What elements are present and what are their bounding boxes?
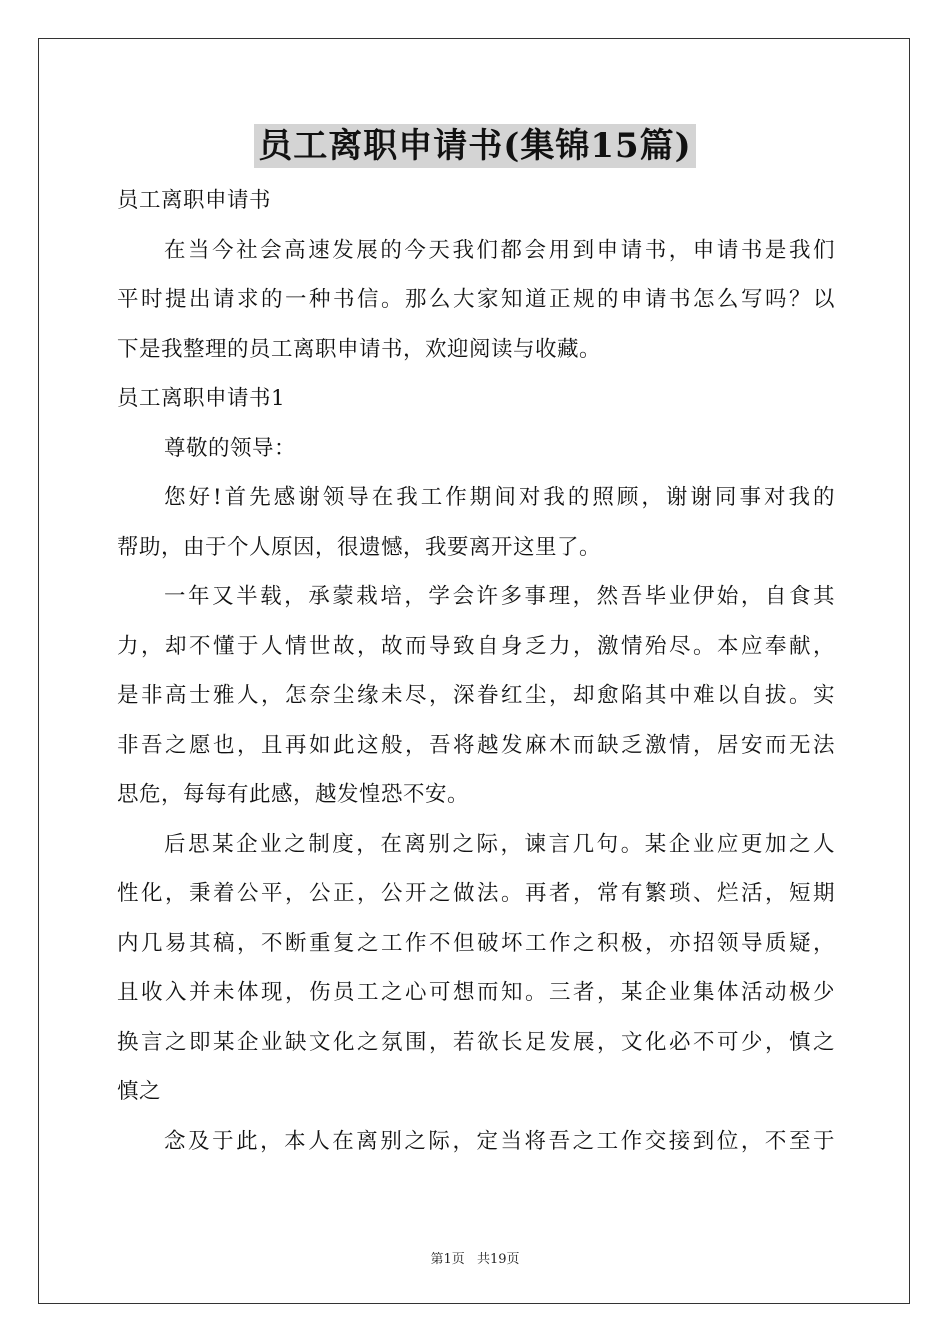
text-line: 且收入并未体现，伤员工之心可想而知。三者，某企业集体活动极少 — [117, 980, 835, 1005]
document-title: 员工离职申请书(集锦15篇) — [254, 124, 696, 168]
text-line: 员工离职申请书 — [117, 188, 272, 213]
text-line: 帮助，由于个人原因，很遗憾，我要离开这里了。 — [117, 534, 602, 560]
text-line: 员工离职申请书1 — [117, 386, 286, 411]
text-line: 性化，秉着公平，公正，公开之做法。再者，常有繁琐、烂活，短期 — [117, 881, 835, 906]
text-line: 您好!首先感谢领导在我工作期间对我的照顾，谢谢同事对我的 — [164, 485, 835, 510]
page-number: 第1页 — [430, 1252, 465, 1267]
text-line: 是非高士雅人，怎奈尘缘未尽，深眷红尘，却愈陷其中难以自拔。实 — [117, 683, 835, 708]
text-line: 下是我整理的员工离职申请书，欢迎阅读与收藏。 — [117, 336, 602, 362]
text-line: 在当今社会高速发展的今天我们都会用到申请书，申请书是我们 — [164, 237, 835, 263]
text-line: 非吾之愿也，且再如此这般，吾将越发麻木而缺乏激情，居安而无法 — [117, 732, 835, 758]
page-footer — [0, 1248, 950, 1267]
page-total: 共19页 — [476, 1252, 520, 1267]
text-line: 一年又半载，承蒙栽培，学会许多事理，然吾毕业伊始，自食其 — [164, 584, 835, 609]
text-line: 慎之 — [117, 1079, 162, 1104]
text-line: 力，却不懂于人情世故，故而导致自身乏力，激情殆尽。本应奉献， — [117, 633, 835, 659]
text-line: 念及于此，本人在离别之际，定当将吾之工作交接到位，不至于 — [164, 1128, 835, 1154]
text-line: 后思某企业之制度，在离别之际，谏言几句。某企业应更加之人 — [164, 831, 835, 857]
text-line: 尊敬的领导： — [164, 435, 297, 461]
text-line: 内几易其稿，不断重复之工作不但破坏工作之积极，亦招领导质疑， — [117, 930, 835, 956]
text-line: 平时提出请求的一种书信。那么大家知道正规的申请书怎么写吗？以 — [117, 287, 835, 312]
text-line: 思危，每每有此感，越发惶恐不安。 — [117, 782, 470, 807]
document-body — [117, 176, 835, 1166]
title-container — [0, 124, 950, 168]
text-line: 换言之即某企业缺文化之氛围，若欲长足发展，文化必不可少，慎之 — [117, 1029, 835, 1055]
